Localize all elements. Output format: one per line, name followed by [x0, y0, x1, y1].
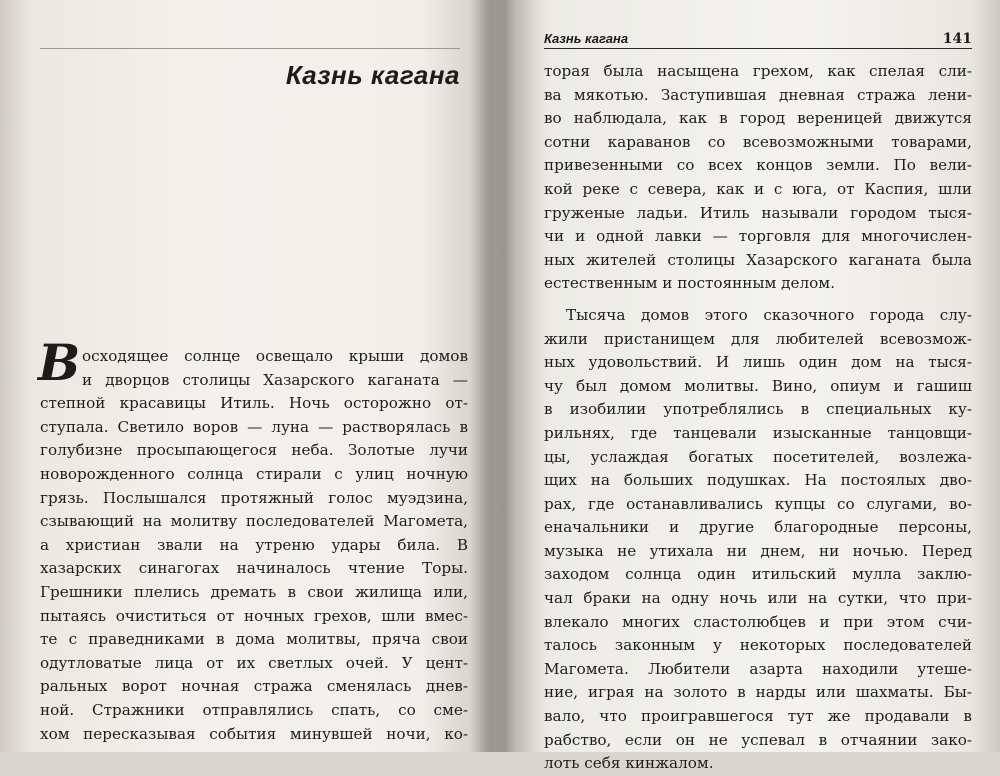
running-head-title: Казнь кагана: [544, 31, 629, 46]
text-line: привезенными со всех концов земли. По вели-: [544, 156, 972, 175]
text-line: еначальники и другие благородные персоны,: [544, 518, 972, 537]
text-line: те с праведниками в дома молитвы, пряча свои: [40, 630, 468, 649]
text-line: ние, играя на золото в нарды или шахматы. Бы-: [544, 683, 972, 702]
left-page-body: [40, 345, 468, 746]
text-line: хазарских синагогах начиналось чтение Торы.: [40, 559, 468, 578]
text-line: ной. Стражники отправлялись спать, со сме-: [40, 700, 468, 719]
left-page-header-rule: [40, 30, 460, 49]
text-line: лоть себя кинжалом.: [544, 754, 714, 773]
chapter-title: Казнь кагана: [285, 60, 460, 90]
text-line: ва мякотью. Заступившая дневная стража лени-: [544, 85, 972, 104]
paragraph-gap: [544, 296, 972, 304]
text-line: естественным и постоянным делом.: [544, 274, 835, 293]
text-line: пытаясь очиститься от ночных грехов, шли вмес-: [40, 606, 468, 625]
text-line: хом пересказывая события минувшей ночи, ко-: [40, 724, 468, 743]
text-line: во наблюдала, как в город вереницей движутся: [544, 109, 972, 128]
running-header: [544, 26, 972, 49]
text-line: ступала. Светило воров — луна — растворялась в: [40, 417, 468, 436]
text-line: рабство, если он не успевал в отчаянии зако-: [544, 730, 972, 749]
text-line: рильнях, где танцевали изысканные танцовщи-: [544, 423, 972, 442]
text-line: ных жителей столицы Хазарского каганата была: [544, 250, 972, 269]
text-line: осходящее солнце освещало крыши домов: [82, 347, 468, 365]
text-line: кой реке с севера, как и с юга, от Каспия, шли: [544, 179, 972, 198]
text-line: а христиан звали на утреню удары била. В: [40, 535, 468, 554]
text-line: сотни караванов со всевозможными товарами,: [544, 132, 972, 151]
text-line: ных удовольствий. И лишь один дом на тыся-: [544, 353, 972, 372]
text-line: ральных ворот ночная стража сменялась днев-: [40, 677, 468, 696]
text-line: чу был домом молитвы. Вино, опиум и гашиш: [544, 376, 972, 395]
text-line: Тысяча домов этого сказочного города слу-: [566, 305, 972, 324]
text-line: жили пристанищем для любителей всевозмож-: [544, 329, 972, 348]
text-line: рах, где останавливались купцы со слугами, во-: [544, 494, 972, 513]
text-line: вало, что проигравшегося тут же продавали в: [544, 707, 972, 726]
page-number: 141: [942, 31, 972, 47]
text-line: щих на больших подушках. На постоялых дво-: [544, 471, 972, 490]
drop-cap: В: [38, 333, 81, 392]
text-line: одутловатые лица от их светлых очей. У цент-: [40, 653, 468, 672]
text-line: грязь. Послышался протяжный голос муэдзина,: [40, 488, 468, 507]
text-line: чи и одной лавки — торговля для многочислен-: [544, 227, 972, 246]
text-line: и дворцов столицы Хазарского каганата —: [82, 370, 468, 389]
text-line: торая была насыщена грехом, как спелая сли-: [544, 62, 972, 80]
text-line: влекало многих сластолюбцев и при этом счи-: [544, 612, 972, 631]
text-line: чал браки на одну ночь или на сутки, что при-: [544, 589, 972, 608]
right-page: [520, 0, 1000, 773]
text-line: Грешники плелись дремать в свои жилища или,: [40, 582, 468, 601]
text-line: степной красавицы Итиль. Ночь осторожно от-: [40, 394, 468, 413]
text-line: музыка не утихала ни днем, ни ночью. Перед: [544, 541, 972, 560]
text-line: новорожденного солнца стирали с улиц ночную: [40, 464, 468, 483]
text-line: сзывающий на молитву последователей Магомета,: [40, 512, 468, 531]
text-line: голубизне просыпающегося неба. Золотые лучи: [40, 441, 468, 460]
right-page-body: [544, 60, 972, 776]
text-line: цы, услаждая богатых посетителей, возлежа-: [544, 447, 972, 466]
text-line: талось законным у некоторых последователей: [544, 636, 972, 655]
left-page: [0, 0, 488, 752]
text-line: заходом солнца один итильский мулла заклю-: [544, 565, 972, 584]
text-line: груженые ладьи. Итиль называли городом тыся-: [544, 203, 972, 222]
text-line: Магомета. Любители азарта находили утеше-: [544, 659, 972, 678]
text-line: в изобилии употреблялись в специальных ку-: [544, 400, 972, 419]
